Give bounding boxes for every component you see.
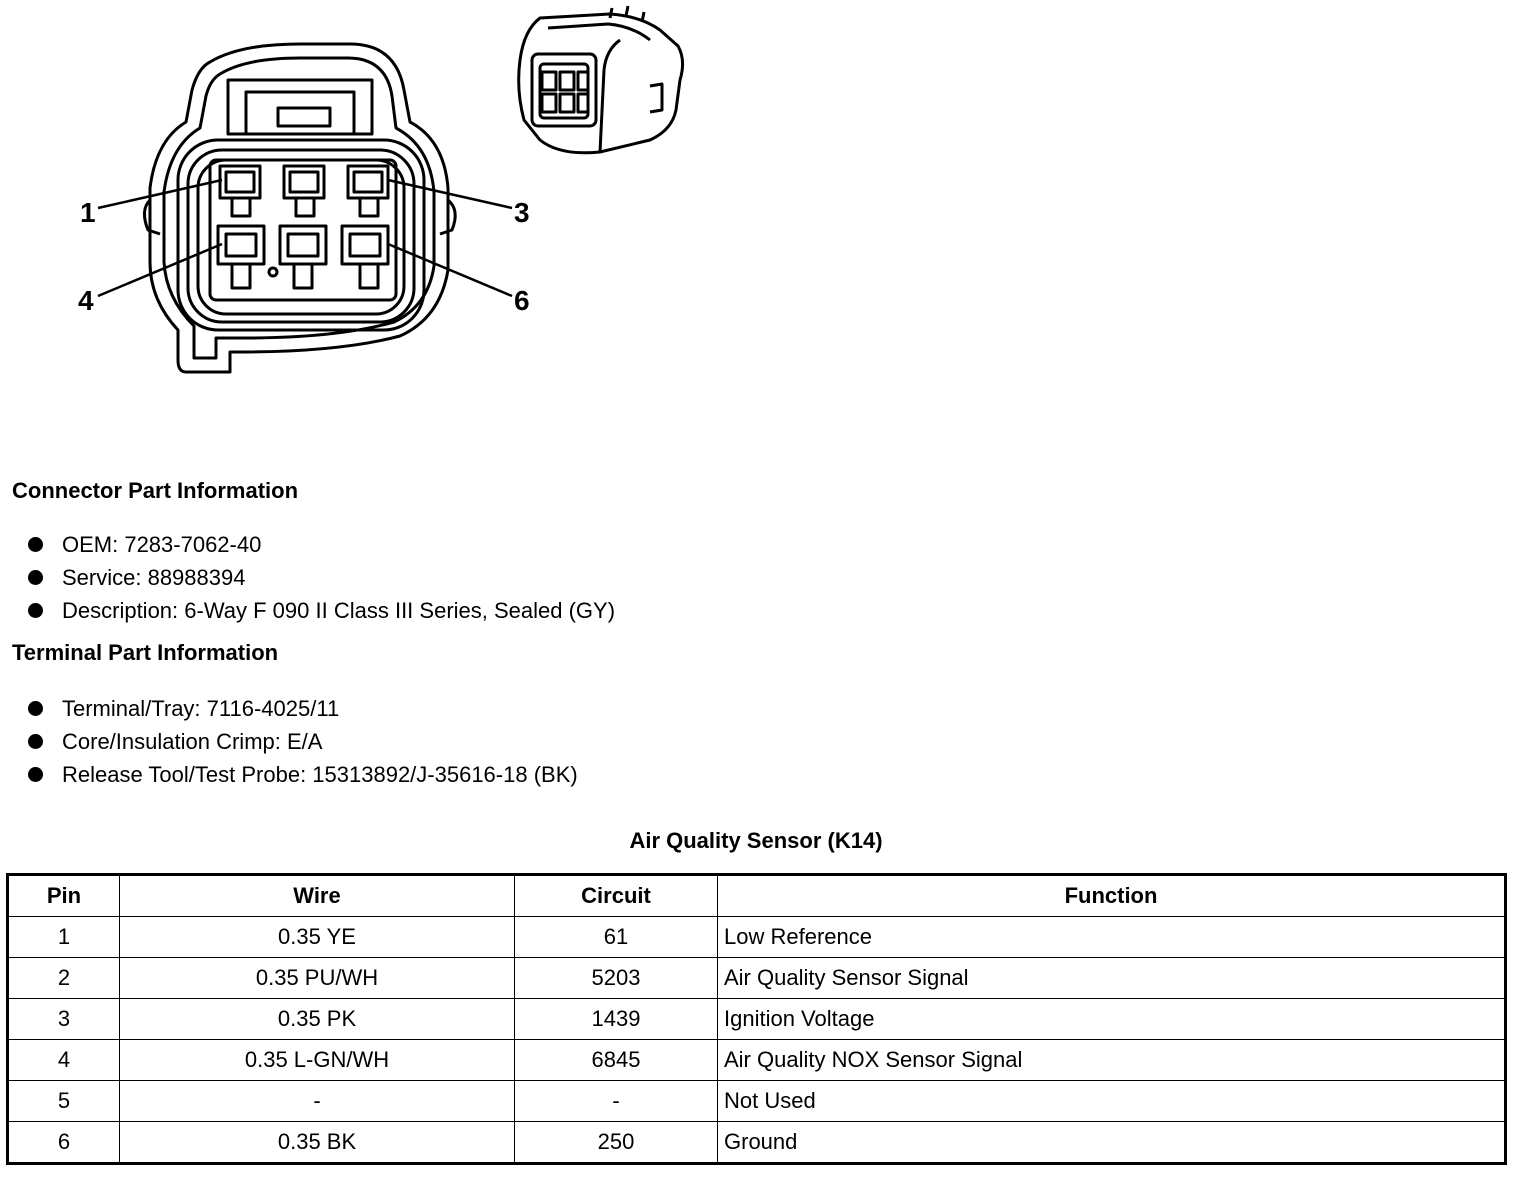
bullet-icon [28,734,43,749]
cell-function: Ground [718,1122,1506,1164]
list-item [28,561,615,594]
cavity-block [210,160,396,300]
cell-pin: 2 [8,958,120,999]
column-header-circuit: Circuit [515,875,718,917]
pinout-table [6,873,1507,1165]
pin-label-6: 6 [514,285,530,316]
table-row [8,917,1506,958]
cell-wire: - [120,1081,515,1122]
cell-pin: 1 [8,917,120,958]
cell-pin: 4 [8,1040,120,1081]
cell-circuit: 6845 [515,1040,718,1081]
bullet-icon [28,570,43,585]
bullet-icon [28,767,43,782]
connector-iso-view [519,6,683,153]
bullet-icon [28,537,43,552]
cell-wire: 0.35 PU/WH [120,958,515,999]
list-item [28,725,578,758]
list-item [28,758,578,791]
cell-function: Air Quality Sensor Signal [718,958,1506,999]
cell-wire: 0.35 L-GN/WH [120,1040,515,1081]
list-item-text: Terminal/Tray: 7116-4025/11 [62,696,340,721]
list-item-text: OEM: 7283-7062-40 [62,532,262,557]
table-title: Air Quality Sensor (K14) [629,828,883,853]
cell-wire: 0.35 YE [120,917,515,958]
cell-circuit: 250 [515,1122,718,1164]
cell-circuit: - [515,1081,718,1122]
cell-circuit: 5203 [515,958,718,999]
list-item-text: Release Tool/Test Probe: 15313892/J-35616-18 (BK) [62,762,578,787]
bullet-icon [28,603,43,618]
column-header-function: Function [718,875,1506,917]
list-item-text: Service: 88988394 [62,565,246,590]
column-header-wire: Wire [120,875,515,917]
list-item [28,594,615,627]
cell-wire: 0.35 BK [120,1122,515,1164]
column-header-pin: Pin [8,875,120,917]
table-row [8,958,1506,999]
table-row [8,1122,1506,1164]
pin-label-1: 1 [80,197,96,228]
cell-circuit: 1439 [515,999,718,1040]
table-row [8,1040,1506,1081]
connector-info-list [28,528,615,627]
table-row [8,999,1506,1040]
pin-label-3: 3 [514,197,530,228]
list-item [28,692,578,725]
connector-info-heading: Connector Part Information [12,478,299,503]
table-header-row [8,875,1506,917]
list-item-text: Core/Insulation Crimp: E/A [62,729,323,754]
bullet-icon [28,701,43,716]
cell-pin: 5 [8,1081,120,1122]
cell-pin: 6 [8,1122,120,1164]
table-row [8,1081,1506,1122]
cell-wire: 0.35 PK [120,999,515,1040]
list-item-text: Description: 6-Way F 090 II Class III Series, Sealed (GY) [62,598,616,623]
pin-label-4: 4 [78,285,94,316]
terminal-info-list [28,692,578,791]
cell-pin: 3 [8,999,120,1040]
cell-function: Low Reference [718,917,1506,958]
cell-function: Air Quality NOX Sensor Signal [718,1040,1506,1081]
terminal-info-heading: Terminal Part Information [12,640,279,665]
cell-function: Ignition Voltage [718,999,1506,1040]
list-item [28,528,615,561]
connector-diagram [0,0,720,400]
cell-circuit: 61 [515,917,718,958]
cell-function: Not Used [718,1081,1506,1122]
